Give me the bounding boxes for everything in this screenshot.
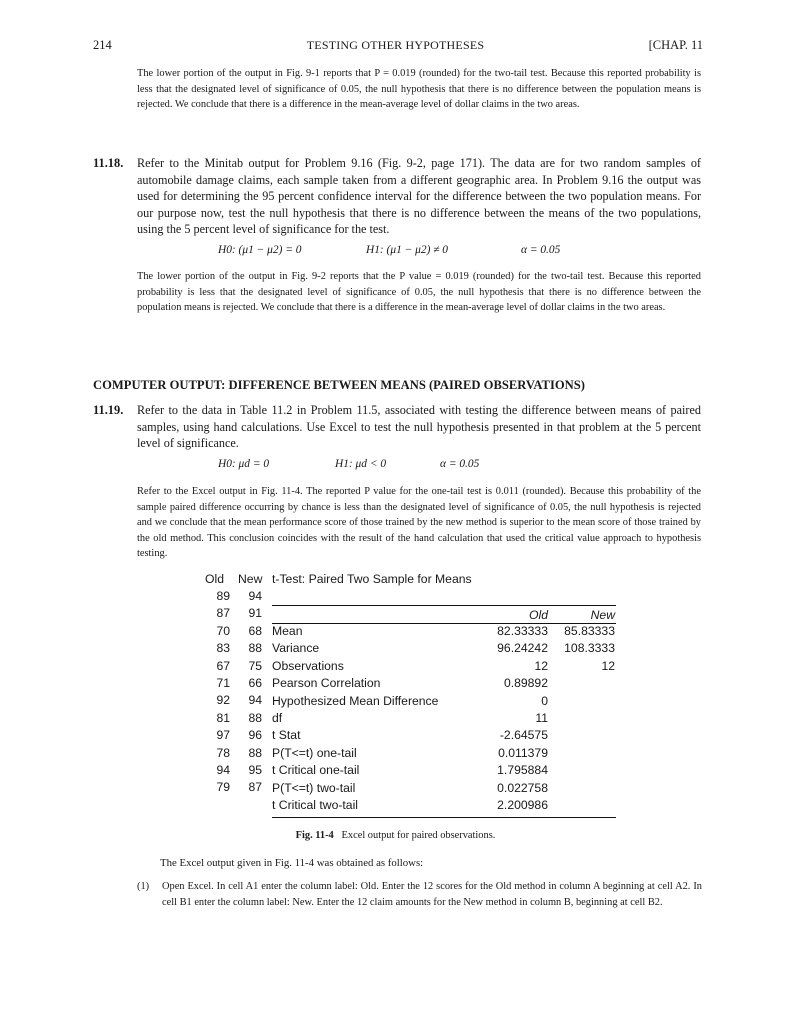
old-score: 92 xyxy=(216,693,230,708)
excel-output-table xyxy=(205,572,625,822)
result-head-new: New xyxy=(590,608,615,622)
old-score: 67 xyxy=(216,658,230,673)
result-label: Mean xyxy=(272,624,303,638)
result-new-value: 12 xyxy=(601,658,615,673)
result-label: t Critical one-tail xyxy=(272,763,360,778)
old-score: 70 xyxy=(216,623,230,638)
new-score: 88 xyxy=(248,710,262,725)
result-label: Variance xyxy=(272,641,320,656)
header-new: New xyxy=(238,572,263,586)
new-score: 94 xyxy=(248,693,262,708)
result-label: P(T<=t) one-tail xyxy=(272,745,357,760)
result-old-value: 1.795884 xyxy=(497,763,548,778)
result-head-old: Old xyxy=(529,608,548,622)
new-score: 75 xyxy=(248,658,262,673)
section-title: COMPUTER OUTPUT: DIFFERENCE BETWEEN MEANS (PAIRED OBSERVATIONS) xyxy=(93,378,585,392)
new-score: 88 xyxy=(248,745,262,760)
alpha-11-18: α = 0.05 xyxy=(521,244,561,256)
new-score: 87 xyxy=(248,780,262,795)
h0-11-19: H0: μd = 0 xyxy=(218,458,270,470)
result-old-value: 2.200986 xyxy=(497,798,548,812)
old-score: 81 xyxy=(216,710,230,725)
h1-11-19: H1: μd < 0 xyxy=(335,458,387,470)
alpha-11-19: α = 0.05 xyxy=(440,458,480,470)
table-bottom-rule xyxy=(272,817,616,818)
h1-11-18: H1: (μ1 − μ2) ≠ 0 xyxy=(366,244,448,256)
old-score: 79 xyxy=(216,780,230,795)
result-old-value: 0.89892 xyxy=(503,676,548,691)
result-label: Pearson Correlation xyxy=(272,676,381,691)
old-score: 78 xyxy=(216,745,230,760)
result-new-value: 85.83333 xyxy=(564,624,615,638)
running-head: TESTING OTHER HYPOTHESES xyxy=(306,38,485,52)
result-new-value: 108.3333 xyxy=(564,641,615,656)
old-scores-column xyxy=(205,589,230,798)
result-label: P(T<=t) two-tail xyxy=(272,780,356,795)
result-label: t Stat xyxy=(272,728,301,743)
result-old-value: 0.011379 xyxy=(498,745,548,760)
new-score: 68 xyxy=(248,623,262,638)
result-label: Observations xyxy=(272,658,344,673)
old-score: 83 xyxy=(216,641,230,656)
problem-number-11-18: 11.18. xyxy=(93,156,124,170)
result-old-value: 0 xyxy=(541,693,548,708)
result-old-value: 82.33333 xyxy=(497,624,548,638)
result-old-value: -2.64575 xyxy=(499,728,548,743)
h0-11-18: H0: (μ1 − μ2) = 0 xyxy=(218,244,302,256)
result-old-value: 0.022758 xyxy=(497,780,548,795)
chapter-label: [CHAP. 11 xyxy=(648,38,703,52)
intro-paragraph-text: The lower portion of the output in Fig. 9-1 reports that P = 0.019 (rounded) for the two-tail test. Because this reported probability is less that the designated level of significance of 0.05, the null hypothesis that there is no difference between the population means is rejected. We conclude that there is a difference in the mean-average level of dollar claims in the two areas. xyxy=(137,68,701,111)
page-number: 214 xyxy=(93,38,112,52)
step-1-text: Open Excel. In cell A1 enter the column label: Old. Enter the 12 scores for the Old method in column A beginning at cell A2. In cell B1 enter the column label: New. Enter the 12 claim amounts for the New method in column B, beginning at cell B2. xyxy=(162,881,702,908)
old-score: 71 xyxy=(216,675,230,690)
figure-caption-text: Excel output for paired observations. xyxy=(341,830,496,841)
figure-caption xyxy=(0,830,791,841)
problem-11-19-answer: Refer to the Excel output in Fig. 11-4. The reported P value for the one-tail test is 0.011 (rounded). Because this probability of the sample paired difference occurring by chance is less than the designated level of significance of 0.05, the null hypothesis is rejected and we conclude that the mean performance score of those trained by the new method is superior to the mean score of those trained by the old method. This conclusion coincides with the result of the hand calculation that used the critical value approach to hypothesis testing. xyxy=(137,486,701,560)
new-score: 94 xyxy=(248,589,262,603)
new-score: 66 xyxy=(248,675,262,690)
new-scores-column xyxy=(237,589,262,798)
after-paragraph: The Excel output given in Fig. 11-4 was obtained as follows: xyxy=(160,857,424,869)
result-label: Hypothesized Mean Difference xyxy=(272,693,439,708)
problem-11-18-answer: The lower portion of the output in Fig. 9-2 reports that the P value = 0.019 (rounded) for the two-tail test. Because this reported probability is less that the designated level of significance of 0.05, the null hypothesis that there is no difference between the population means is rejected. We conclude that there is a difference in the mean-average level of dollar claims in the two areas. xyxy=(137,271,701,314)
new-score: 88 xyxy=(248,641,262,656)
old-score: 97 xyxy=(216,728,230,743)
header-old: Old xyxy=(205,572,224,586)
new-score: 91 xyxy=(248,606,262,621)
old-score: 87 xyxy=(216,606,230,621)
result-old-value: 96.24242 xyxy=(497,641,548,656)
result-label: t Critical two-tail xyxy=(272,798,359,812)
new-score: 95 xyxy=(248,762,262,777)
result-old-value: 11 xyxy=(535,711,548,725)
problem-11-18-text: Refer to the Minitab output for Problem 9.16 (Fig. 9-2, page 171). The data are for two random samples of automobile damage claims, each sample taken from a different geographic area. In Problem 9.16 the output was used for determining the 95 percent confidence interval for the difference between the two population means. For our purpose now, test the null hypothesis that there is no difference between the means of the two populations, using the 5 percent level of significance for the test. xyxy=(137,156,701,237)
table-top-rule xyxy=(272,605,616,606)
problem-11-19-text: Refer to the data in Table 11.2 in Problem 11.5, associated with testing the difference between means of paired samples, using hand calculations. Use Excel to test the null hypothesis presented in that problem at the 5 percent level of significance. xyxy=(137,403,701,451)
intro-paragraph xyxy=(137,66,701,113)
test-title: t-Test: Paired Two Sample for Means xyxy=(272,572,472,586)
new-score: 96 xyxy=(248,728,262,743)
old-score: 94 xyxy=(216,762,230,777)
figure-label: Fig. 11-4 xyxy=(295,830,334,841)
result-label: df xyxy=(272,711,283,725)
problem-number-11-19: 11.19. xyxy=(93,403,124,417)
step-1-number: (1) xyxy=(137,881,150,892)
old-score: 89 xyxy=(216,589,230,603)
result-old-value: 12 xyxy=(534,658,548,673)
